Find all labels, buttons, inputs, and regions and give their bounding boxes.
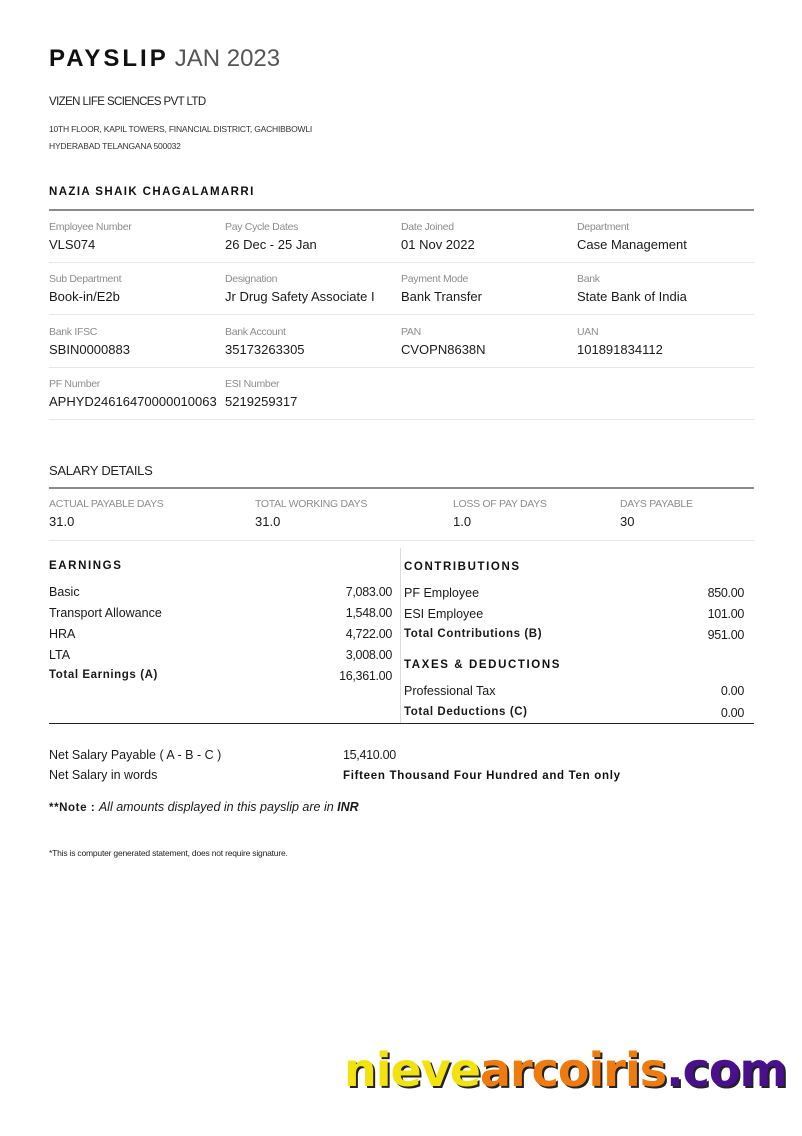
field-value: 30 [620,514,635,529]
net-salary-amount: 15,410.00 [343,748,396,762]
field-value: 01 Nov 2022 [401,237,475,252]
field-department [577,221,687,253]
employee-name: NAZIA SHAIK CHAGALAMARRI [49,186,255,198]
earning-amount-lta: 3,008.00 [345,648,392,662]
field-designation [225,273,375,305]
field-label: ESI Number [225,378,280,390]
earning-amount-transport: 1,548.00 [345,606,392,620]
divider [49,367,754,368]
field-pan [401,326,486,358]
field-date-joined [401,221,475,253]
company-address-line2: HYDERABAD TELANGANA 500032 [49,141,181,151]
field-value: SBIN0000883 [49,342,130,357]
note-currency: INR [337,800,359,814]
field-label: TOTAL WORKING DAYS [255,498,368,510]
field-label: Employee Number [49,221,132,233]
divider [49,419,754,420]
field-bank [577,273,687,305]
field-value: 1.0 [453,514,472,529]
divider [49,723,754,724]
field-label: UAN [577,326,599,338]
total-earnings-amount: 16,361.00 [339,669,392,683]
field-label: Date Joined [401,221,454,233]
net-salary-words-value: Fifteen Thousand Four Hundred and Ten only [343,770,621,782]
total-contributions-label: Total Contributions (B) [404,628,543,640]
company-name: VIZEN LIFE SCIENCES PVT LTD [49,96,206,108]
currency-note [49,800,359,814]
field-label: PAN [401,326,421,338]
field-uan [577,326,663,358]
field-label: PF Number [49,378,100,390]
divider [49,540,754,541]
earning-amount-hra: 4,722.00 [345,627,392,641]
divider [49,209,754,211]
watermark-logo [344,1040,786,1100]
field-label: Designation [225,273,278,285]
earnings-heading: EARNINGS [49,560,123,572]
field-label: Bank IFSC [49,326,98,338]
watermark-part2: arcoiris [479,1043,667,1097]
field-label: ACTUAL PAYABLE DAYS [49,498,164,510]
title-bold: PAYSLIP [49,45,169,72]
field-value: VLS074 [49,237,96,252]
field-sub-department [49,273,121,305]
contributions-heading: CONTRIBUTIONS [404,561,521,573]
field-label: Bank Account [225,326,286,338]
field-value: Bank Transfer [401,289,482,304]
field-label: DAYS PAYABLE [620,498,693,510]
contribution-amount-esi: 101.00 [707,607,744,621]
earning-label-lta: LTA [49,648,71,662]
company-address-line1: 10TH FLOOR, KAPIL TOWERS, FINANCIAL DISTRICT, GACHIBBOWLI [49,124,313,134]
contribution-label-pf: PF Employee [404,586,480,600]
field-value: Book-in/E2b [49,289,120,304]
field-value: 35173263305 [225,342,305,357]
title-period: JAN 2023 [174,45,281,72]
days-payable [620,498,693,530]
loss-of-pay-days [453,498,547,530]
field-value: 101891834112 [577,342,663,357]
total-earnings-label: Total Earnings (A) [49,669,158,681]
total-contributions-amount: 951.00 [707,628,744,642]
field-bank-account [225,326,305,358]
field-employee-number [49,221,131,253]
column-divider [400,548,401,724]
contribution-amount-pf: 850.00 [707,586,744,600]
earning-label-basic: Basic [49,585,80,599]
page-title [49,45,280,73]
deduction-amount-professional-tax: 0.00 [720,684,744,698]
field-value: Case Management [577,237,687,252]
watermark-part1: nieve [344,1043,480,1097]
computer-generated-statement: *This is computer generated statement, does not require signature. [49,848,288,858]
note-prefix: **Note : [49,802,96,814]
field-value: 26 Dec - 25 Jan [225,237,317,252]
total-deductions-amount: 0.00 [720,706,744,720]
divider [49,487,754,489]
field-value: APHYD24616470000010063 [49,394,217,409]
divider [49,314,754,315]
deductions-heading: TAXES & DEDUCTIONS [404,659,562,671]
field-payment-mode [401,273,482,305]
field-value: 31.0 [255,514,281,529]
salary-details-title: SALARY DETAILS [49,463,153,478]
field-label: LOSS OF PAY DAYS [453,498,547,510]
earning-amount-basic: 7,083.00 [345,585,392,599]
note-text: All amounts displayed in this payslip are in [98,800,334,814]
field-label: Bank [577,273,600,285]
net-salary-label: Net Salary Payable ( A - B - C ) [49,748,222,762]
divider [49,262,754,263]
field-pf-number [49,378,217,410]
field-esi-number [225,378,297,410]
deduction-label-professional-tax: Professional Tax [404,684,496,698]
field-label: Payment Mode [401,273,469,285]
field-label: Pay Cycle Dates [225,221,299,233]
actual-payable-days [49,498,164,530]
total-working-days [255,498,367,530]
earning-label-hra: HRA [49,627,76,641]
total-deductions-label: Total Deductions (C) [404,706,528,718]
field-label: Department [577,221,629,233]
field-pay-cycle-dates [225,221,317,253]
field-label: Sub Department [49,273,122,285]
field-bank-ifsc [49,326,130,358]
net-salary-words-label: Net Salary in words [49,768,158,782]
contribution-label-esi: ESI Employee [404,607,484,621]
field-value: State Bank of India [577,289,687,304]
field-value: 31.0 [49,514,75,529]
field-value: 5219259317 [225,394,298,409]
earning-label-transport: Transport Allowance [49,606,162,620]
field-value: CVOPN8638N [401,342,486,357]
watermark-part3: .com [666,1043,787,1097]
field-value: Jr Drug Safety Associate I [225,289,375,304]
